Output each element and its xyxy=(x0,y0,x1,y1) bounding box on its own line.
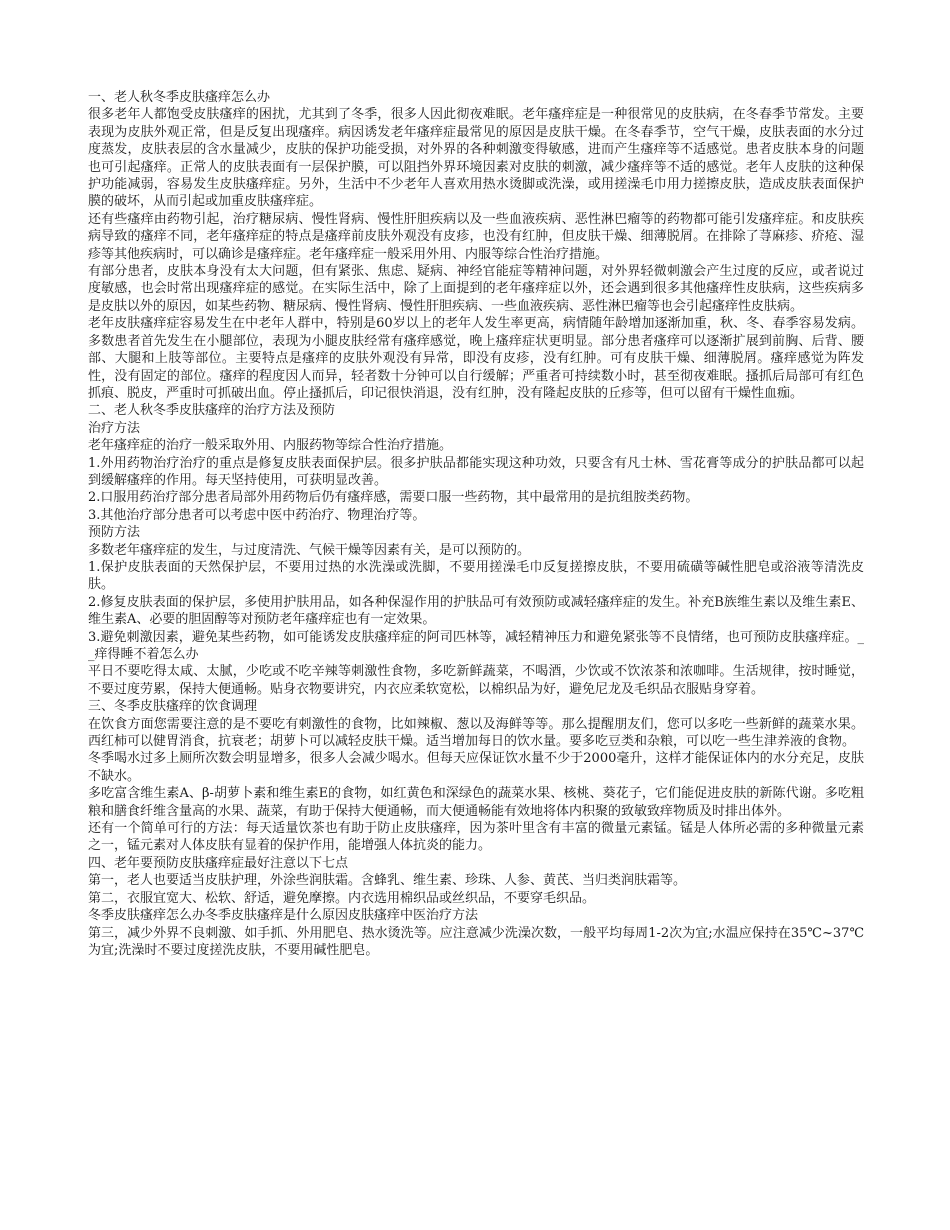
section-heading-3: 三、冬季皮肤瘙痒的饮食调理 xyxy=(88,699,258,715)
document-body xyxy=(88,89,864,959)
body-paragraph: 多数老年瘙痒症的发生，与过度清洗、气候干燥等因素有关，是可以预防的。 xyxy=(88,542,531,558)
body-paragraph: 老年皮肤瘙痒症容易发生在中老年人群中，特别是60岁以上的老年人发生率更高，病情随年龄增加逐渐加重，秋、冬、春季容易发病。多数患者首先发生在小腿部位，表现为小腿皮肤经常有瘙痒感觉，晚上瘙痒症状更明显。部分患者瘙痒可以逐渐扩展到前胸、后背、腰部、大腿和上肢等部位。主要特点是瘙痒的皮肤外观没有异常，即没有皮疹，没有红肿。可有皮肤干燥、细薄脱屑。瘙痒感觉为阵发性，没有固定的部位。瘙痒的程度因人而异，轻者数十分钟可以自行缓解；严重者可持续数小时，甚至彻夜难眠。搔抓后局部可有红色抓痕、脱皮，严重时可抓破出血。停止搔抓后，印记很快消退，没有红肿，没有隆起皮肤的丘疹等，但可以留有干燥性血痂。 xyxy=(88,316,864,401)
list-item: 3.避免刺激因素，避免某些药物，如可能诱发皮肤瘙痒症的阿司匹林等，减轻精神压力和避免紧张等不良情绪，也可预防皮肤瘙痒症。__痒得睡不着怎么办 xyxy=(88,629,864,662)
body-paragraph: 老年瘙痒症的治疗一般采取外用、内服药物等综合性治疗措施。 xyxy=(88,438,453,454)
list-item: 3.其他治疗部分患者可以考虑中医中药治疗、物理治疗等。 xyxy=(88,507,426,523)
body-paragraph: 平日不要吃得太咸、太腻，少吃或不吃辛辣等刺激性食物，多吃新鲜蔬菜，不喝酒，少饮或不饮浓茶和浓咖啡。生活规律，按时睡觉，不要过度劳累，保持大便通畅。贴身衣物要讲究，内衣应柔软宽松，以棉织品为好，避免尼龙及毛织品衣服贴身穿着。 xyxy=(88,664,864,697)
list-item: 1.外用药物治疗治疗的重点是修复皮肤表面保护层。很多护肤品都能实现这种功效，只要含有凡士林、雪花膏等成分的护肤品都可以起到缓解瘙痒的作用。每天坚持使用，可获明显改善。 xyxy=(88,455,864,488)
body-paragraph: 很多老年人都饱受皮肤瘙痒的困扰，尤其到了冬季，很多人因此彻夜难眠。老年瘙痒症是一种很常见的皮肤病，在冬春季节常发。主要表现为皮肤外观正常，但是反复出现瘙痒。病因诱发老年瘙痒症最常见的原因是皮肤干燥。在冬春季节，空气干燥，皮肤表面的水分过度蒸发，皮肤表层的含水量减少，皮肤的保护功能受损，对外界的各种刺激变得敏感，进而产生瘙痒等不适感觉。患者皮肤本身的问题也可引起瘙痒。正常人的皮肤表面有一层保护膜，可以阻挡外界环境因素对皮肤的刺激，减少瘙痒等不适的感觉。老年人皮肤的这种保护功能减弱，容易发生皮肤瘙痒症。另外，生活中不少老年人喜欢用热水烫脚或洗澡，或用搓澡毛巾用力搓擦皮肤，造成皮肤表面保护膜的破坏，从而引起或加重皮肤瘙痒症。 xyxy=(88,107,864,210)
body-paragraph: 多吃富含维生素A、β-胡萝卜素和维生素E的食物，如红黄色和深绿色的蔬菜水果、核桃、葵花子，它们能促进皮肤的新陈代谢。多吃粗粮和膳食纤维含量高的水果、蔬菜，有助于保持大便通畅，而大便通畅能有效地将体内积聚的致敏致痒物质及时排出体外。 xyxy=(88,786,864,819)
section-heading-2: 二、老人秋冬季皮肤瘙痒的治疗方法及预防 xyxy=(88,403,336,419)
list-item: 1.保护皮肤表面的天然保护层，不要用过热的水洗澡或洗脚，不要用搓澡毛巾反复搓擦皮肤，不要用硫磺等碱性肥皂或浴液等清洗皮肤。 xyxy=(88,559,864,593)
list-item: 第三，减少外界不良刺激、如手抓、外用肥皂、热水烫洗等。应注意减少洗澡次数，一般平均每周1-2次为宜;水温应保持在35℃~37℃为宜;洗澡时不要过度搓洗皮肤，不要用碱性肥皂。 xyxy=(88,925,864,958)
body-paragraph: 冬季喝水过多上厕所次数会明显增多，很多人会减少喝水。但每天应保证饮水量不少于2000毫升，这样才能保证体内的水分充足，皮肤不缺水。 xyxy=(88,751,864,784)
list-item: 2.口服用药治疗部分患者局部外用药物后仍有瘙痒感，需要口服一些药物，其中最常用的是抗组胺类药物。 xyxy=(88,490,699,506)
subheading-treatment: 治疗方法 xyxy=(88,420,141,436)
body-paragraph: 有部分患者，皮肤本身没有太大问题，但有紧张、焦虑、疑病、神经官能症等精神问题，对外界轻微刺激会产生过度的反应，或者说过度敏感，也会时常出现瘙痒症的感觉。在实际生活中，除了上面提到的老年瘙痒症以外，还会遇到很多其他瘙痒性皮肤病，这些疾病多是皮肤以外的原因，如某些药物、糖尿病、慢性肾病、慢性肝胆疾病、一些血液疾病、恶性淋巴瘤等也会引起瘙痒性皮肤病。 xyxy=(88,264,864,314)
section-heading-4: 四、老年要预防皮肤瘙痒症最好注意以下七点 xyxy=(88,855,349,871)
subheading-prevention: 预防方法 xyxy=(88,525,141,541)
list-item: 第二，衣服宜宽大、松软、舒适，避免摩擦。内衣选用棉织品或丝织品，不要穿毛织品。 xyxy=(88,890,596,906)
inline-title-line: 冬季皮肤瘙痒怎么办冬季皮肤瘙痒是什么原因皮肤瘙痒中医治疗方法 xyxy=(88,908,479,924)
section-heading-1: 一、老人秋冬季皮肤瘙痒怎么办 xyxy=(88,90,271,105)
list-item: 第一，老人也要适当皮肤护理，外涂些润肤霜。含蜂乳、维生素、珍珠、人参、黄芪、当归类润肤霜等。 xyxy=(88,873,687,889)
body-paragraph: 在饮食方面您需要注意的是不要吃有刺激性的食物，比如辣椒、葱以及海鲜等等。那么提醒朋友们，您可以多吃一些新鲜的蔬菜水果。西红柿可以健胃消食，抗衰老；胡萝卜可以减轻皮肤干燥。适当增加每日的饮水量。要多吃豆类和杂粮，可以吃一些生津养液的食物。 xyxy=(88,716,864,750)
body-paragraph: 还有些瘙痒由药物引起，治疗糖尿病、慢性肾病、慢性肝胆疾病以及一些血液疾病、恶性淋巴瘤等的药物都可能引发瘙痒症。和皮肤疾病导致的瘙痒不同，老年瘙痒症的特点是瘙痒前皮肤外观没有皮疹，也没有红肿，但皮肤干燥、细薄脱屑。在排除了荨麻疹、疥疮、湿疹等其他疾病时，可以确诊是瘙痒症。老年瘙痒症一般采用外用、内服等综合性治疗措施。 xyxy=(88,211,864,262)
body-paragraph: 还有一个简单可行的方法：每天适量饮茶也有助于防止皮肤瘙痒，因为茶叶里含有丰富的微量元素锰。锰是人体所必需的多种微量元素之一，锰元素对人体皮肤有显着的保护作用，能增强人体抗炎的能力。 xyxy=(88,821,864,854)
list-item: 2.修复皮肤表面的保护层，多使用护肤用品，如各种保湿作用的护肤品可有效预防或减轻瘙痒症的发生。补充B族维生素以及维生素E、维生素A、必要的胆固醇等对预防老年瘙痒症也有一定效果。 xyxy=(88,594,864,628)
